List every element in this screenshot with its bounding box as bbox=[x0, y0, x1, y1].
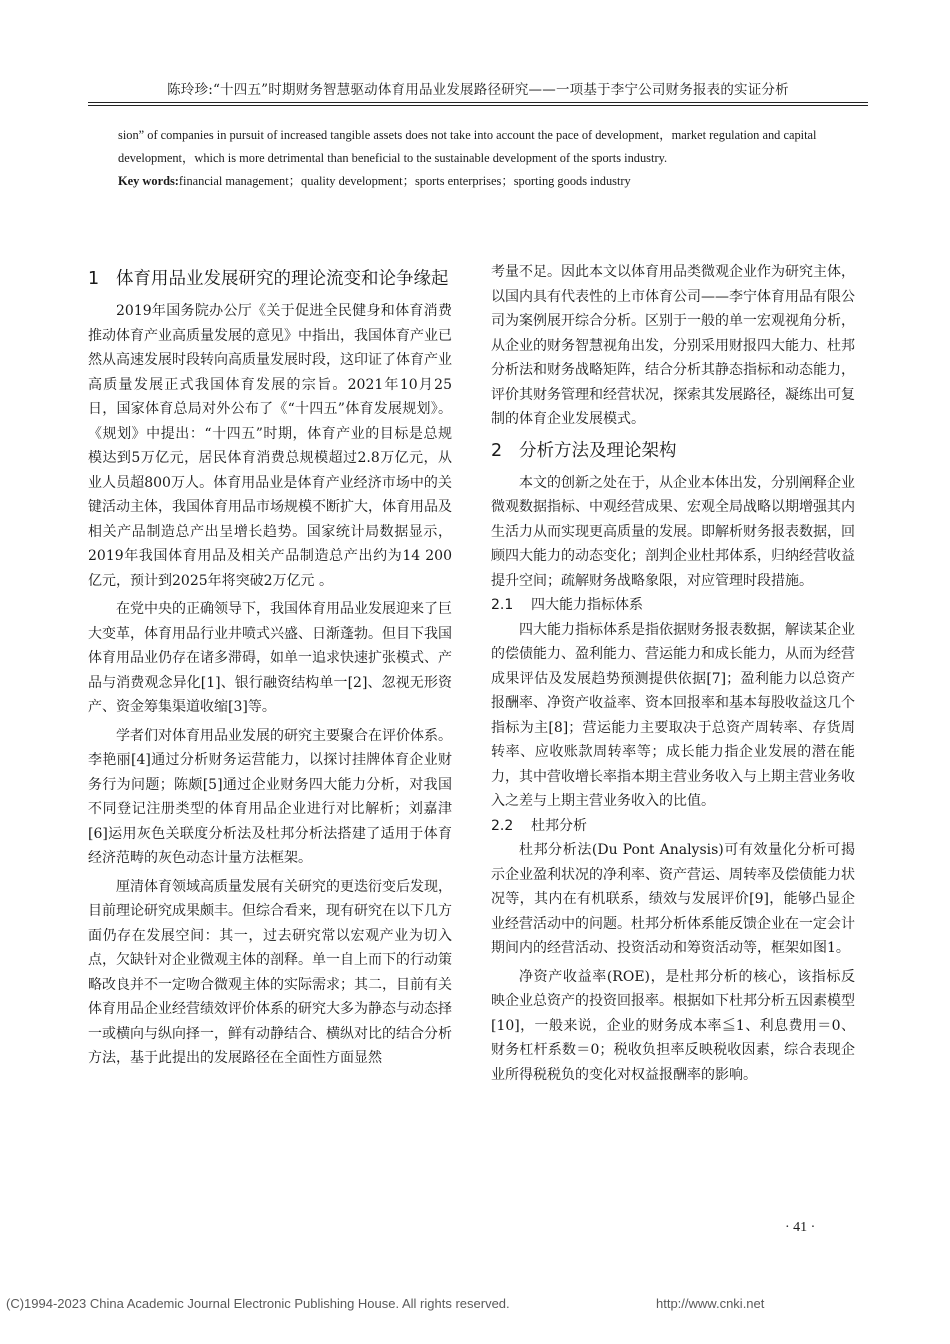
paragraph: 2019年国务院办公厅《关于促进全民健身和体育消费推动体育产业高质量发展的意见》中指出，我国体育产业已然从高速发展时段转向高质量发展时段，这印证了体育产业高质量发展正式我国体育发展的宗旨。2021年10月25日，国家体育总局对外公布了《“十四五”体育发展规划》。《规划》中提出：“十四五”时期，体育产业的目标是总规模达到5万亿元，居民体育消费总规模超过2.8万亿元，从业人员超800万人。体育用品业是体育产业经济市场中的关键活动主体，我国体育用品市场规模不断扩大，体育用品及相关产品制造总产出呈增长趋势。国家统计局数据显示，2019年我国体育用品及相关产品制造总产出约为14 200亿元，预计到2025年将突破2万亿元 。 bbox=[88, 303, 452, 589]
paragraph-continuation: 考量不足。因此本文以体育用品类微观企业作为研究主体，以国内具有代表性的上市体育公司——李宁体育用品有限公司为案例展开综合分析。区别于一般的单一宏观视角分析，从企业的财务智慧视角出发，分别采用财报四大能力、杜邦分析法和财务战略矩阵，结合分析其静态指标和动态能力，评价其财务管理和经营状况，探索其发展路径，凝练出可复制的体育企业发展模式。 bbox=[491, 264, 855, 427]
paragraph: 本文的创新之处在于，从企业本体出发，分别阐释企业微观数据指标、中观经营成果、宏观全局战略以期增强其内生活力从而实现更高质量的发展。即解析财务报表数据，回顾四大能力的动态变化；剖判企业杜邦体系，归纳经营收益提升空间；疏解财务战略象限，对应管理时段措施。 bbox=[491, 474, 855, 589]
subsection-2-2-heading bbox=[491, 814, 855, 839]
paragraph: 学者们对体育用品业发展的研究主要聚合在评价体系。李艳丽[4]通过分析财务运营能力，以探讨挂牌体育企业财务行为问题；陈颇[5]通过企业财务四大能力分析，对我国不同登记注册类型的体育用品企业进行对比解析；刘嘉津[6]运用灰色关联度分析法及杜邦分析法搭建了适用于体育经济范畴的灰色动态计量方法框架。 bbox=[88, 727, 452, 866]
subsection-2-1-heading bbox=[491, 593, 855, 618]
subsection-2-2-title: 杜邦分析 bbox=[531, 817, 587, 834]
section-1-number: 1 bbox=[88, 269, 100, 289]
paragraph: 厘清体育领域高质量发展有关研究的更迭衍变后发现，目前理论研究成果颇丰。但综合看来，现有研究在以下几方面仍存在发展空间：其一，过去研究常以宏观产业为切入点，欠缺针对企业微观主体的剖释。单一自上而下的行动策略改良并不一定吻合微观主体的实际需求；其二，目前有关体育用品企业经营绩效评价体系的研究大多为静态与动态择一或横向与纵向择一，鲜有动静结合、横纵对比的结合分析方法，基于此提出的发展路径在全面性方面显然 bbox=[88, 878, 452, 1066]
section-1-heading bbox=[88, 266, 452, 293]
keywords-line bbox=[118, 170, 836, 193]
subsection-2-1-title: 四大能力指标体系 bbox=[531, 597, 643, 613]
header-rule bbox=[88, 102, 868, 103]
footer-copyright: (C)1994-2023 China Academic Journal Electronic Publishing House. All rights reserved. bbox=[6, 1296, 510, 1311]
subsection-2-2-number: 2.2 bbox=[491, 817, 514, 834]
section-1-title: 体育用品业发展研究的理论流变和论争缘起 bbox=[116, 269, 449, 289]
keywords-label: Key words: bbox=[118, 174, 179, 188]
abstract-text: sion” of companies in pursuit of increased tangible assets does not take into account the pace of development，market regulation and capital development，which is more detrimental than beneficial to the sustainable development of the sports industry. bbox=[118, 128, 817, 165]
subsection-2-1-number: 2.1 bbox=[491, 597, 514, 613]
header-rule bbox=[88, 105, 868, 106]
paragraph: 在党中央的正确领导下，我国体育用品业发展迎来了巨大变革，体育用品行业井喷式兴盛、日渐蓬勃。但目下我国体育用品业仍存在诸多滞碍，如单一追求快速扩张模式、产品与消费观念异化[1]、银行融资结构单一[2]、忽视无形资产、资金筹集渠道收缩[3]等。 bbox=[88, 601, 452, 715]
right-column bbox=[491, 260, 855, 1087]
section-2-number: 2 bbox=[491, 440, 503, 461]
paragraph: 杜邦分析法(Du Pont Analysis)可有效量化分析可揭示企业盈利状况的净利率、资产营运、周转率及偿债能力状况等，其内在有机联系，绩效与发展评价[9]，能够凸显企业经营活动中的问题。杜邦分析体系能反馈企业在一定会计期间内的经营活动、投资活动和筹资活动等，框架如图1。 bbox=[491, 842, 855, 956]
abstract-block bbox=[118, 124, 836, 193]
footer-url: http://www.cnki.net bbox=[656, 1296, 765, 1311]
section-2-title: 分析方法及理论架构 bbox=[519, 440, 677, 461]
paragraph: 净资产收益率(ROE)，是杜邦分析的核心，该指标反映企业总资产的投资回报率。根据如下杜邦分析五因素模型[10]，一般来说，企业的财务成本率≦1、利息费用＝0、财务杠杆系数＝0；税收负担率反映税收因素，综合表现企业所得税税负的变化对权益报酬率的影响。 bbox=[491, 968, 855, 1083]
keywords-text: financial management；quality development；sports enterprises；sporting goods industry bbox=[178, 174, 631, 188]
section-2-heading bbox=[491, 438, 855, 465]
running-head: 陈玲珍:“十四五”时期财务智慧驱动体育用品业发展路径研究——一项基于李宁公司财务报表的实证分析 bbox=[167, 82, 789, 98]
paragraph: 四大能力指标体系是指依据财务报表数据，解读某企业的偿债能力、盈利能力、营运能力和成长能力，从而为经营成果评估及发展趋势预测提供依据[7]；盈利能力以总资产报酬率、净资产收益率、资本回报率和基本每股收益这几个指标为主[8]；营运能力主要取决于总资产周转率、存货周转率、应收账款周转率等；成长能力指企业发展的潜在能力，其中营收增长率指本期主营业务收入与上期主营业务收入之差与上期主营业务收入的比值。 bbox=[491, 621, 855, 809]
footer bbox=[6, 1296, 946, 1311]
page-number: · 41 · bbox=[785, 1220, 816, 1235]
left-column bbox=[88, 260, 452, 1071]
